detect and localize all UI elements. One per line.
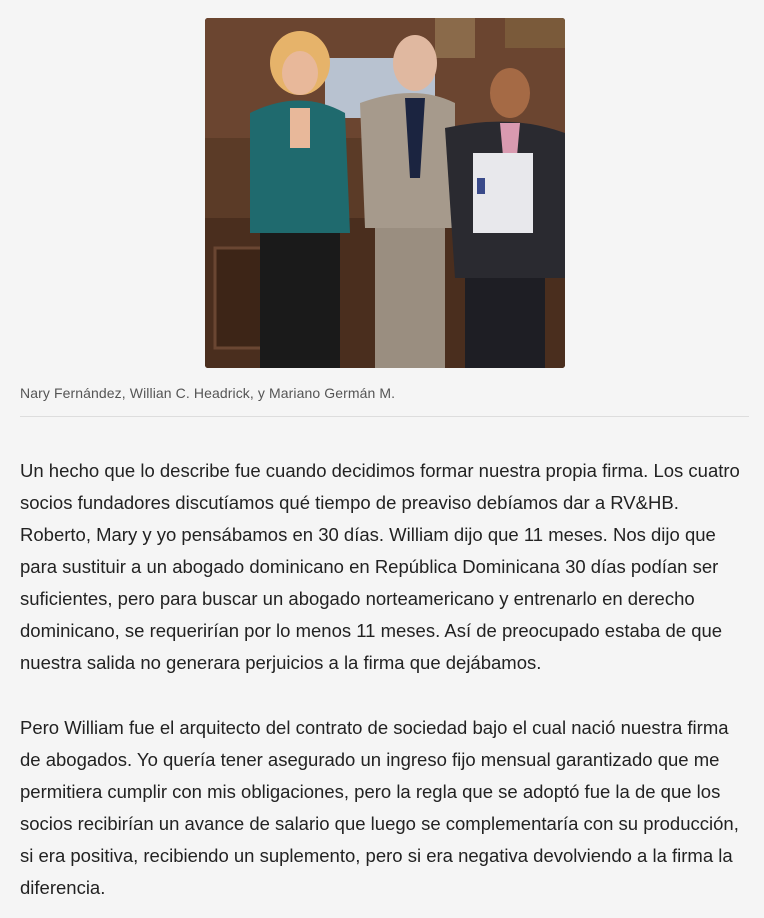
article-figure [20, 0, 744, 402]
photo-caption: Nary Fernández, Willian C. Headrick, y Mariano Germán M. [20, 385, 396, 401]
article-body [20, 455, 744, 904]
paragraph: Un hecho que lo describe fue cuando decidimos formar nuestra propia firma. Los cuatro socios fundadores discutíamos qué tiempo de preaviso debíamos dar a RV&HB. Roberto, Mary y yo pensábamos en 30 días. William dijo que 11 meses. Nos dijo que para sustituir a un abogado dominicano en República Dominicana 30 días podían ser suficientes, pero para buscar un abogado norteamericano y entrenarlo en derecho dominicano, se requerirían por lo menos 11 meses. Así de preocupado estaba de que nuestra salida no generara perjuicios a la firma que dejábamos. [20, 460, 740, 673]
group-photo-icon[interactable] [205, 18, 565, 368]
paragraph: Pero William fue el arquitecto del contrato de sociedad bajo el cual nació nuestra firma de abogados. Yo quería tener asegurado un ingreso fijo mensual garantizado que me permitiera cumplir con mis obligaciones, pero la regla que se adoptó fue la de que los socios recibirían un avance de salario que luego se complementaría con su producción, si era positiva, recibiendo un suplemento, pero si era negativa devolviendo a la firma la diferencia. [20, 717, 739, 898]
divider [20, 416, 749, 417]
